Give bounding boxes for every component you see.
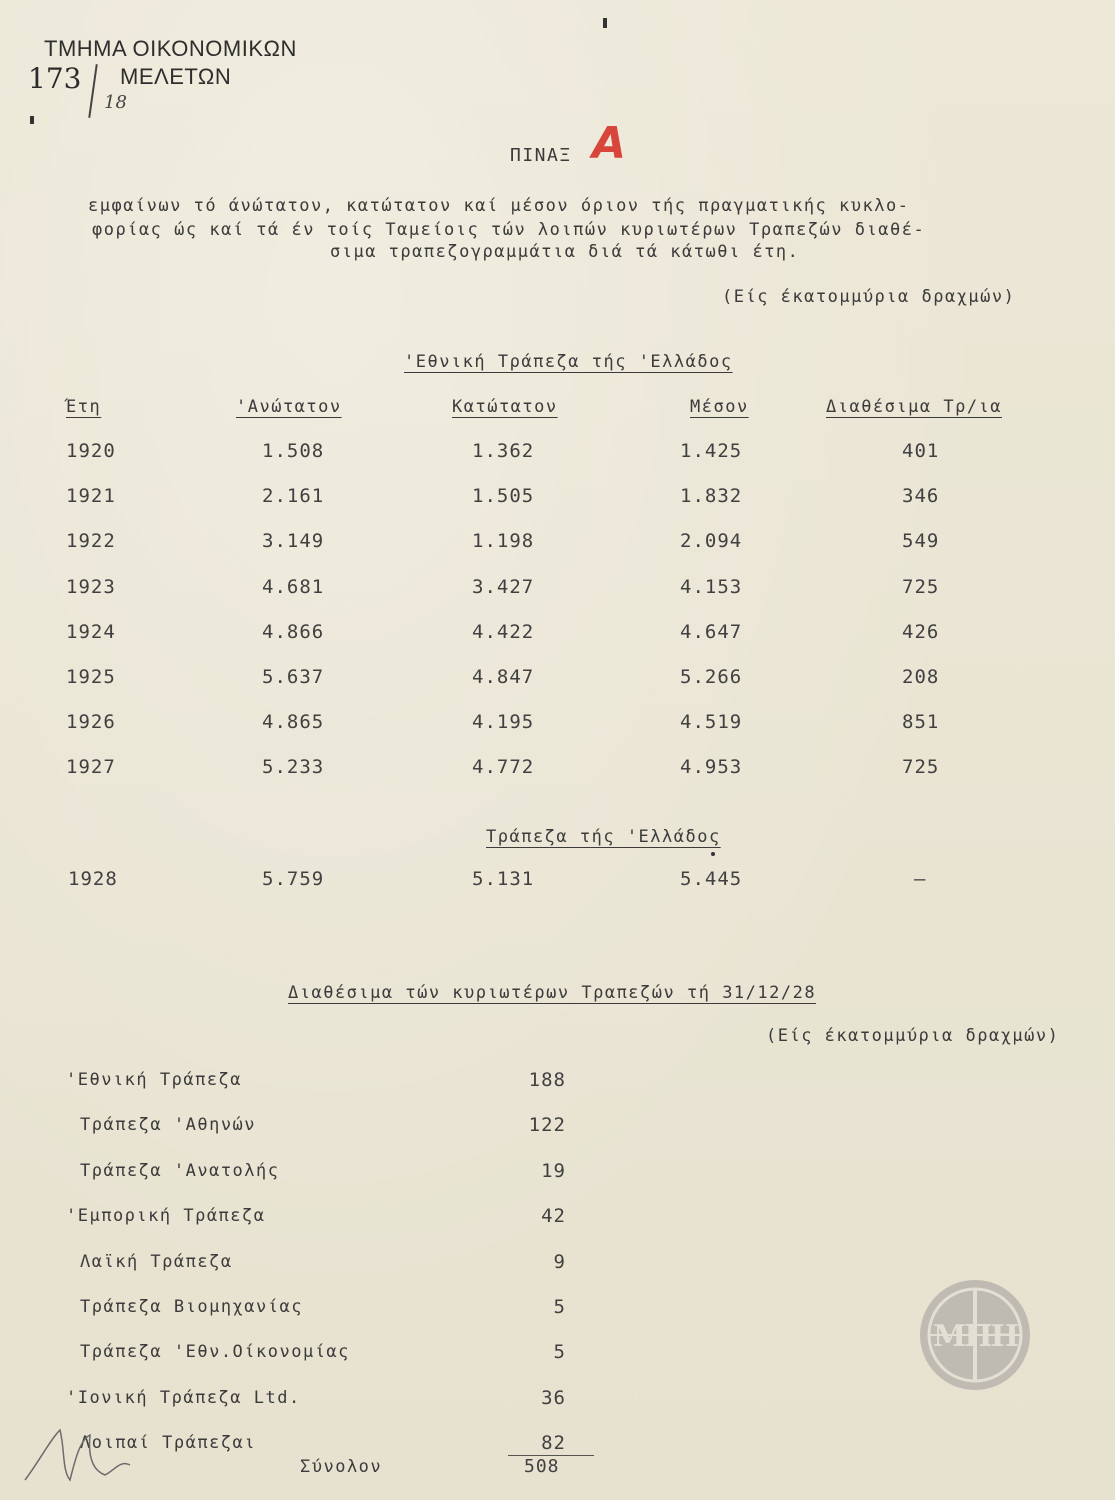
department-stamp-line1: ΤΜΗΜΑ ΟΙΚΟΝΟΜΙΚΩΝ [44,36,297,61]
table1-cell-available: 725 [902,576,940,598]
table1-cell-mean: 5.266 [680,666,743,688]
table1-cell-max: 4.865 [262,711,325,733]
bank-name: 'Εμπορική Τράπεζα [66,1206,266,1226]
row-1928-mean: 5.445 [680,868,743,890]
bank-name: Τράπεζα Βιομηχανίας [80,1297,303,1317]
row-1928-year: 1928 [68,868,118,890]
department-stamp-line2: ΜΕΛΕΤΩΝ [120,64,232,89]
table1-cell-max: 4.866 [262,621,325,643]
table1-cell-available: 725 [902,756,940,778]
table1-cell-max: 5.637 [262,666,325,688]
table1-cell-min: 4.847 [472,666,535,688]
table1-cell-mean: 4.953 [680,756,743,778]
bank-name: 'Εθνική Τράπεζα [66,1070,243,1090]
ink-dot [711,852,715,856]
row-1928-min: 5.131 [472,868,535,890]
intro-line-3: σιμα τραπεζογραμμάτια διά τά κάτωθι έτη. [330,242,800,262]
signature-scribble [20,1420,140,1490]
table1-cell-min: 1.198 [472,530,535,552]
table1-cell-mean: 1.425 [680,440,743,462]
intro-line-1: εμφαίνων τό άνώτατον, κατώτατον καί μέσον όριον τής πραγματικής κυκλο- [88,196,910,216]
table1-cell-min: 1.505 [472,485,535,507]
table1-cell-year: 1923 [66,576,116,598]
table1-cell-max: 3.149 [262,530,325,552]
table1-title: 'Εθνική Τράπεζα τής 'Ελλάδος [404,352,733,372]
table1-cell-available: 346 [902,485,940,507]
table1-cell-year: 1924 [66,621,116,643]
table1-subtitle: Τράπεζα τής 'Ελλάδος [486,827,721,847]
bank-available-value: 188 [528,1069,566,1091]
intro-line-2: φορίας ώς καί τά έν τοίς Ταμείοις τών λοιπών κυριωτέρων Τραπεζών διαθέ- [92,220,926,240]
table1-cell-year: 1927 [66,756,116,778]
bank-name: 'Ιονική Τράπεζα Ltd. [66,1388,301,1408]
col-header-max: 'Ανώτατον [236,397,342,417]
col-header-years: Έτη [66,397,102,417]
table1-cell-max: 5.233 [262,756,325,778]
table1-cell-available: 549 [902,530,940,552]
seal-text: ΜΠΗ [933,1319,1017,1354]
bank-name: Λαϊκή Τράπεζα [80,1252,233,1272]
table1-cell-year: 1925 [66,666,116,688]
file-subnumber: 18 [104,92,127,113]
table1-cell-available: 208 [902,666,940,688]
bank-available-value: 9 [553,1251,566,1273]
table1-cell-min: 1.362 [472,440,535,462]
table1-cell-mean: 4.647 [680,621,743,643]
table1-cell-min: 4.195 [472,711,535,733]
table-title-prefix: ΠΙΝΑΞ [510,145,572,166]
total-label: Σύνολον [300,1457,383,1477]
unit-note-2: (Είς έκατομμύρια δραχμών) [766,1026,1060,1046]
table1-cell-max: 4.681 [262,576,325,598]
table2-title: Διαθέσιμα τών κυριωτέρων Τραπεζών τή 31/12/28 [288,983,817,1003]
table-title-letter: A [592,118,627,169]
col-header-mean: Μέσον [690,397,749,417]
table1-cell-year: 1926 [66,711,116,733]
bank-name: Τράπεζα 'Εθν.Οίκονομίας [80,1342,350,1362]
unit-note-1: (Είς έκατομμύρια δραχμών) [722,287,1016,307]
bank-available-value: 36 [541,1387,566,1409]
table1-cell-mean: 2.094 [680,530,743,552]
file-number: 173 [28,62,82,95]
col-header-min: Κατώτατον [452,397,558,417]
ink-mark [603,18,607,28]
archive-seal [918,1278,1032,1392]
table1-cell-available: 401 [902,440,940,462]
ink-mark [30,116,34,124]
table1-cell-available: 851 [902,711,940,733]
table1-cell-mean: 4.153 [680,576,743,598]
row-1928-available: – [914,868,927,890]
bank-available-value: 82 [541,1432,566,1454]
table1-cell-min: 4.422 [472,621,535,643]
table1-cell-min: 3.427 [472,576,535,598]
bank-available-value: 19 [541,1160,566,1182]
bank-available-value: 42 [541,1205,566,1227]
table1-cell-min: 4.772 [472,756,535,778]
table1-cell-mean: 4.519 [680,711,743,733]
bank-name: Τράπεζα 'Αθηνών [80,1115,257,1135]
col-header-available: Διαθέσιμα Τρ/ια [826,397,1003,417]
table1-cell-year: 1922 [66,530,116,552]
table1-cell-available: 426 [902,621,940,643]
bank-available-value: 122 [528,1114,566,1136]
table1-cell-year: 1921 [66,485,116,507]
bank-name: Λοιπαί Τράπεζαι [80,1433,257,1453]
table1-cell-max: 1.508 [262,440,325,462]
table1-cell-year: 1920 [66,440,116,462]
bank-name: Τράπεζα 'Ανατολής [80,1161,280,1181]
file-number-slash [88,64,97,118]
row-1928-max: 5.759 [262,868,325,890]
bank-available-value: 5 [553,1341,566,1363]
total-value: 508 [524,1456,560,1477]
bank-available-value: 5 [553,1296,566,1318]
table1-cell-mean: 1.832 [680,485,743,507]
table1-cell-max: 2.161 [262,485,325,507]
